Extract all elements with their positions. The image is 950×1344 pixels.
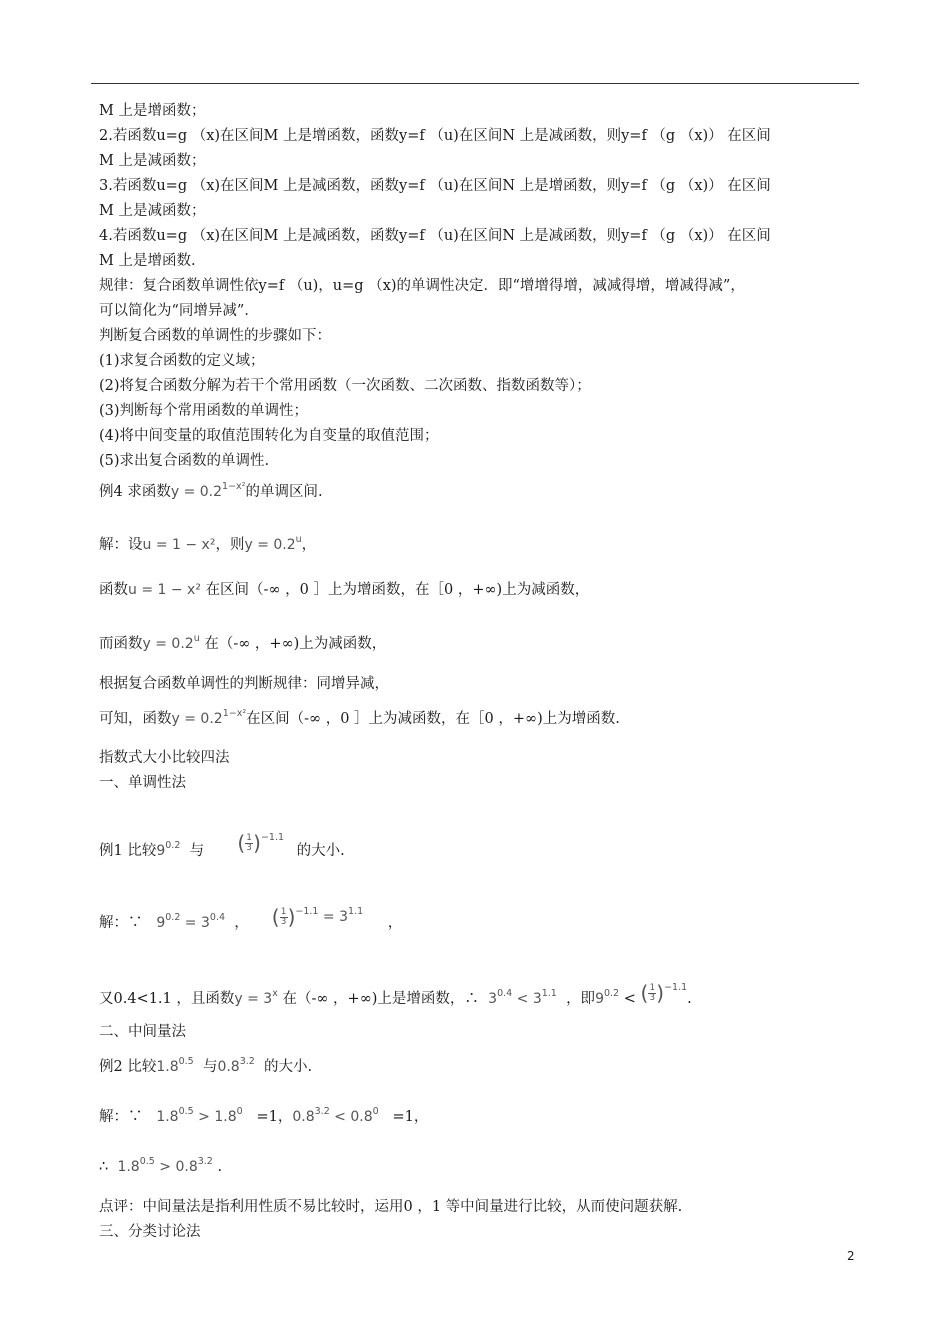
text-line: 4.若函数u=g （x)在区间M 上是减函数，函数y=f （u)在区间N 上是减函数，则y=f （g （x)） 在区间: [99, 228, 771, 244]
text-line: 规律：复合函数单调性依y=f （u)，u=g （x)的单调性决定．即“增增得增，减减得增，增减得减”，: [99, 278, 745, 294]
text-line: M 上是增函数；: [99, 103, 206, 119]
example1-solution-line1: 解：∵ $9^{0.2} = 3^{0.4}$ ， ( $\frac{1}{3}$ )$^{-1.1} = 3^{1.1}$ ，: [99, 905, 403, 931]
text-line: (2)将复合函数分解为若干个常用函数（一次函数、二次函数、指数函数等）；: [99, 378, 591, 394]
text-line: (5)求出复合函数的单调性.: [99, 453, 270, 469]
text-line: (1)求复合函数的定义域；: [99, 353, 265, 369]
example4-solution-line4: 根据复合函数单调性的判断规律：同增异减，: [99, 676, 389, 692]
example4-solution-line2: 函数u = 1 − x² 在区间（-∞ ，0 ］上为增函数，在［0 ，+∞)上为减函数，: [99, 582, 590, 598]
example1-title: 例1 比较$9^{0.2}$ 与 ( $\frac{1}{3}$ )$^{-1.1}$ 的大小.: [99, 831, 345, 859]
example4-solution-line5: 可知，函数$y = 0.2^{1-x^2}$在区间（-∞ ，0 ］上为减函数，在［0 ，+∞)上为增函数.: [99, 708, 620, 727]
review-text: 点评：中间量法是指利用性质不易比较时，运用0 ，1 等中间量进行比较，从而使问题获解.: [99, 1199, 683, 1215]
example4-title: 例4 求函数$y = 0.2^{1-x^2}$的单调区间.: [99, 481, 323, 500]
text-line: (4)将中间变量的取值范围转化为自变量的取值范围；: [99, 428, 439, 444]
example2-title: 例2 比较$1.8^{0.5}$ 与$0.8^{3.2}$ 的大小.: [99, 1056, 313, 1075]
text-line: (3)判断每个常用函数的单调性；: [99, 403, 309, 419]
example2-solution-line1: 解：∵ $1.8^{0.5} > 1.8^0$ =1，$0.8^{3.2} < 0.8^0$ =1，: [99, 1106, 429, 1125]
page-number: 2: [847, 1249, 855, 1263]
text-line: M 上是减函数；: [99, 203, 206, 219]
method1-heading: 一、单调性法: [99, 775, 186, 791]
example4-solution-line1: 解：设u = 1 − x²，则$y = 0.2^u$，: [99, 534, 317, 553]
section-heading: 指数式大小比较四法: [99, 750, 230, 766]
text-line: 2.若函数u=g （x)在区间M 上是增函数，函数y=f （u)在区间N 上是减函数，则y=f （g （x)） 在区间: [99, 128, 771, 144]
text-line: M 上是减函数；: [99, 153, 206, 169]
text-line: 判断复合函数的单调性的步骤如下：: [99, 328, 331, 344]
header-rule: [91, 83, 859, 84]
text-line: M 上是增函数.: [99, 253, 196, 269]
method3-heading: 三、分类讨论法: [99, 1224, 201, 1240]
example4-solution-line3: 而函数$y = 0.2^u$ 在（-∞ ，+∞)上为减函数，: [99, 633, 387, 652]
method2-heading: 二、中间量法: [99, 1024, 186, 1040]
text-line: 3.若函数u=g （x)在区间M 上是减函数，函数y=f （u)在区间N 上是增函数，则y=f （g （x)） 在区间: [99, 178, 771, 194]
text-line: 可以简化为“同增异减”．: [99, 303, 259, 319]
example1-solution-line2: 又0.4<1.1 ，且函数$y = 3^x$ 在（-∞ ，+∞)上是增函数，∴ $3^{0.4} < 3^{1.1}$ ，即$9^{0.2}$ < ( $\frac{1}{3}$ )$^{-1.1}$.: [99, 981, 692, 1007]
example2-solution-line2: ∴ $1.8^{0.5} > 0.8^{3.2}$ .: [99, 1156, 223, 1175]
